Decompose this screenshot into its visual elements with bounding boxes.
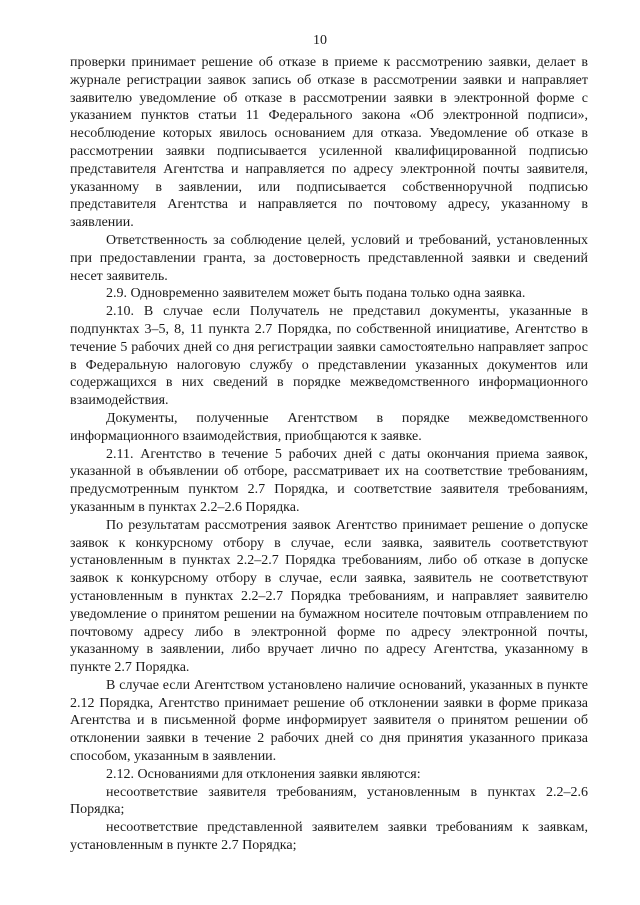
paragraph: 2.11. Агентство в течение 5 рабочих дней с даты окончания приема заявок, указанной в объявлении об отборе, рассматривает их на соответствие требованиям, предусмотренным пунктом 2.7 Порядка, и соответствие заявителя требованиям, указанным в пунктах 2.2–2.6 Порядка. [70, 446, 588, 515]
paragraph: проверки принимает решение об отказе в приеме к рассмотрению заявки, делает в журнале регистрации заявок запись об отказе в рассмотрении заявки и направляет заявителю уведомление об отказе в рассмотрении заявки в электронной форме с указанием пунктов статьи 11 Федерального закона «Об электронной подписи», несоблюдение которых явилось основанием для отказа. Уведомление об отказе в рассмотрении заявки подписывается усиленной квалифицированной подписью представителя Агентства и направляется по адресу электронной почты заявителя, указанному в заявлении, или подписывается собственноручной подписью представителя Агентства и направляется по почтовому адресу, указанному в заявлении. [70, 55, 588, 231]
paragraph: Документы, полученные Агентством в порядке межведомственного информационного взаимодействия, приобщаются к заявке. [70, 410, 588, 444]
paragraph: Ответственность за соблюдение целей, условий и требований, установленных при предоставлении гранта, за достоверность представленной заявки и сведений несет заявитель. [70, 232, 588, 284]
paragraph: 2.12. Основаниями для отклонения заявки являются: [106, 766, 421, 782]
paragraph: 2.9. Одновременно заявителем может быть подана только одна заявка. [106, 286, 526, 302]
document-body [70, 54, 588, 855]
paragraph: В случае если Агентством установлено наличие оснований, указанных в пункте 2.12 Порядка, Агентство принимает решение об отклонении заявки в форме приказа Агентства и в письменной форме информирует заявителя о принятом решении об отклонении заявки в течение 2 рабочих дней со дня принятия указанного приказа способом, указанным в заявлении. [70, 677, 588, 765]
paragraph: 2.10. В случае если Получатель не представил документы, указанные в подпунктах 3–5, 8, 11 пункта 2.7 Порядка, по собственной инициативе, Агентство в течение 5 рабочих дней со дня регистрации заявки самостоятельно направляет запрос в Федеральную налоговую службу о представлении указанных документов или содержащихся в них сведений в порядке межведомственного информационного взаимодействия. [70, 304, 588, 409]
paragraph: По результатам рассмотрения заявок Агентство принимает решение о допуске заявок к конкурсному отбору в случае, если заявка, заявитель соответствуют установленным в пунктах 2.2–2.7 Порядка требованиям, либо об отказе в допуске заявок к конкурсному отбору в случае, если заявка, заявитель не соответствуют установленным в пунктах 2.2–2.7 Порядка требованиям, и направляет заявителю уведомление о принятом решении на бумажном носителе почтовым отправлением по почтовому адресу либо в электронной форме по адресу электронной почты, указанному в заявлении, либо вручает лично по адресу Агентства, указанному в пункте 2.7 Порядка. [70, 517, 588, 676]
paragraph: несоответствие заявителя требованиям, установленным в пунктах 2.2–2.6 Порядка; [70, 784, 588, 818]
page-number: 10 [313, 33, 327, 48]
paragraph: несоответствие представленной заявителем заявки требованиям к заявкам, установленным в пункте 2.7 Порядка; [70, 820, 588, 854]
